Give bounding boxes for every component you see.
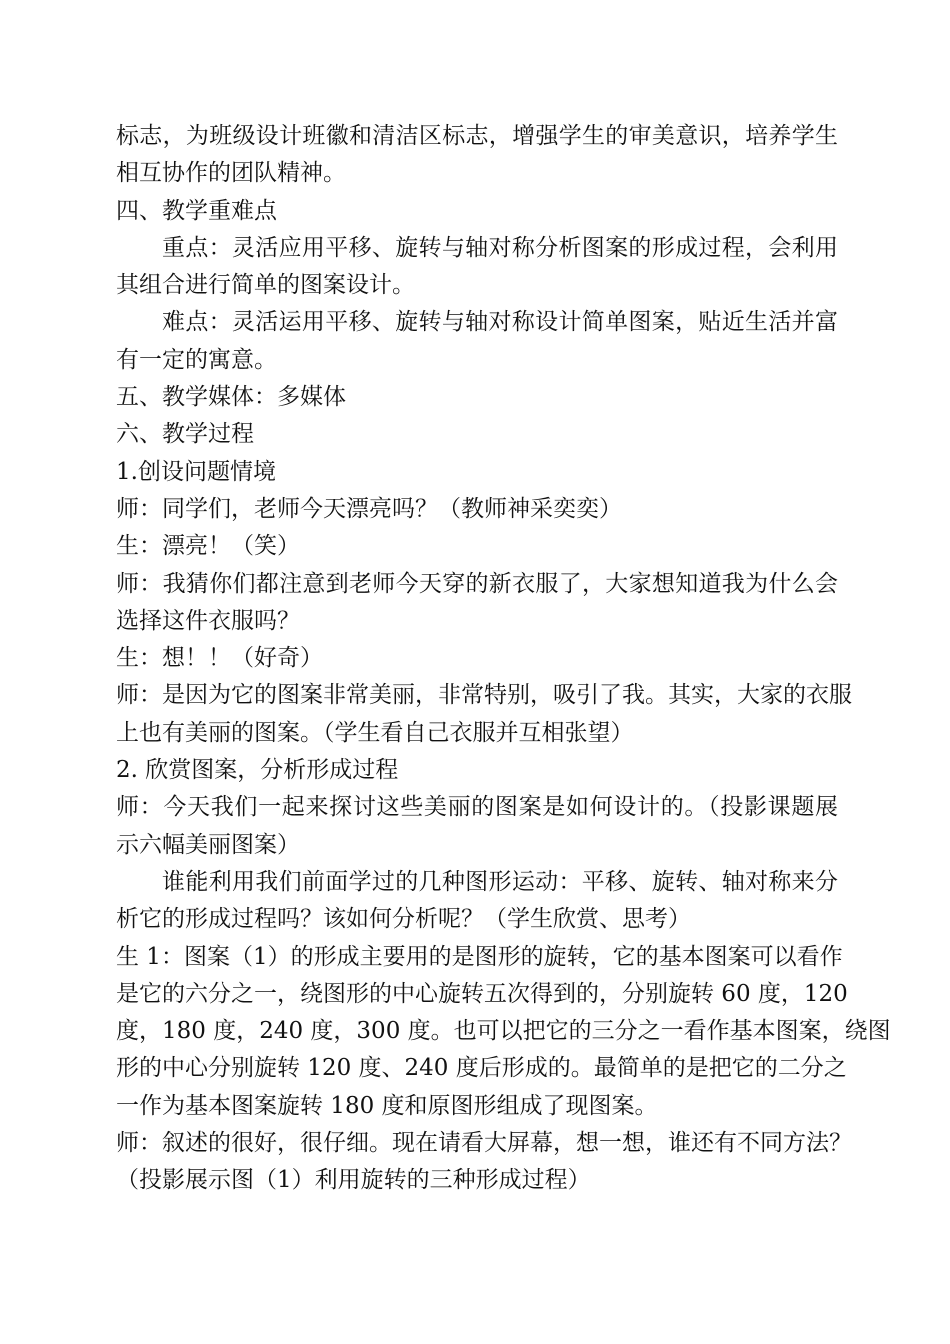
text-line: 度，180 度，240 度，300 度。也可以把它的三分之一看作基本图案，绕图 (116, 1018, 891, 1045)
text-line: 六、教学过程 (116, 421, 254, 448)
text-line: （投影展示图（1）利用旋转的三种形成过程） (116, 1167, 591, 1194)
text-line: 师：我猜你们都注意到老师今天穿的新衣服了，大家想知道我为什么会 (116, 570, 838, 597)
text-line: 生：漂亮！（笑） (116, 533, 300, 560)
text-line: 难点：灵活运用平移、旋转与轴对称设计简单图案，贴近生活并富 (162, 309, 838, 336)
text-line: 示六幅美丽图案） (116, 831, 300, 858)
text-line: 析它的形成过程吗？该如何分析呢？（学生欣赏、思考） (116, 906, 691, 933)
text-line: 标志，为班级设计班徽和清洁区标志，增强学生的审美意识，培养学生 (116, 123, 838, 149)
text-line: 有一定的寓意。 (116, 346, 277, 373)
text-line: 五、教学媒体：多媒体 (116, 384, 346, 411)
text-line: 生：想！！（好奇） (116, 645, 323, 672)
text-line: 谁能利用我们前面学过的几种图形运动：平移、旋转、轴对称来分 (162, 868, 838, 895)
text-line: 重点：灵活应用平移、旋转与轴对称分析图案的形成过程，会利用 (162, 234, 838, 261)
text-line: 上也有美丽的图案。（学生看自己衣服并互相张望） (116, 719, 634, 746)
text-line: 2. 欣赏图案，分析形成过程 (116, 757, 399, 784)
text-line: 四、教学重难点 (116, 197, 277, 224)
text-line: 1.创设问题情境 (116, 458, 276, 485)
text-line: 选择这件衣服吗？ (116, 607, 300, 634)
text-line: 其组合进行简单的图案设计。 (116, 272, 415, 299)
text-line: 师：是因为它的图案非常美丽，非常特别，吸引了我。其实，大家的衣服 (116, 682, 852, 709)
text-line: 相互协作的团队精神。 (116, 160, 346, 187)
text-line: 师：同学们，老师今天漂亮吗？（教师神采奕奕） (116, 495, 622, 522)
text-line: 形的中心分别旋转 120 度、240 度后形成的。最简单的是把它的二分之 (116, 1055, 847, 1082)
text-line: 师：叙述的很好，很仔细。现在请看大屏幕，想一想，谁还有不同方法？ (116, 1130, 852, 1157)
text-line: 师：今天我们一起来探讨这些美丽的图案是如何设计的。（投影课题展 (116, 794, 838, 821)
text-line: 是它的六分之一，绕图形的中心旋转五次得到的，分别旋转 60 度，120 (116, 980, 848, 1007)
text-line: 一作为基本图案旋转 180 度和原图形组成了现图案。 (116, 1092, 658, 1119)
text-line: 生 1：图案（1）的形成主要用的是图形的旋转，它的基本图案可以看作 (116, 943, 843, 970)
document-body (116, 118, 891, 1200)
